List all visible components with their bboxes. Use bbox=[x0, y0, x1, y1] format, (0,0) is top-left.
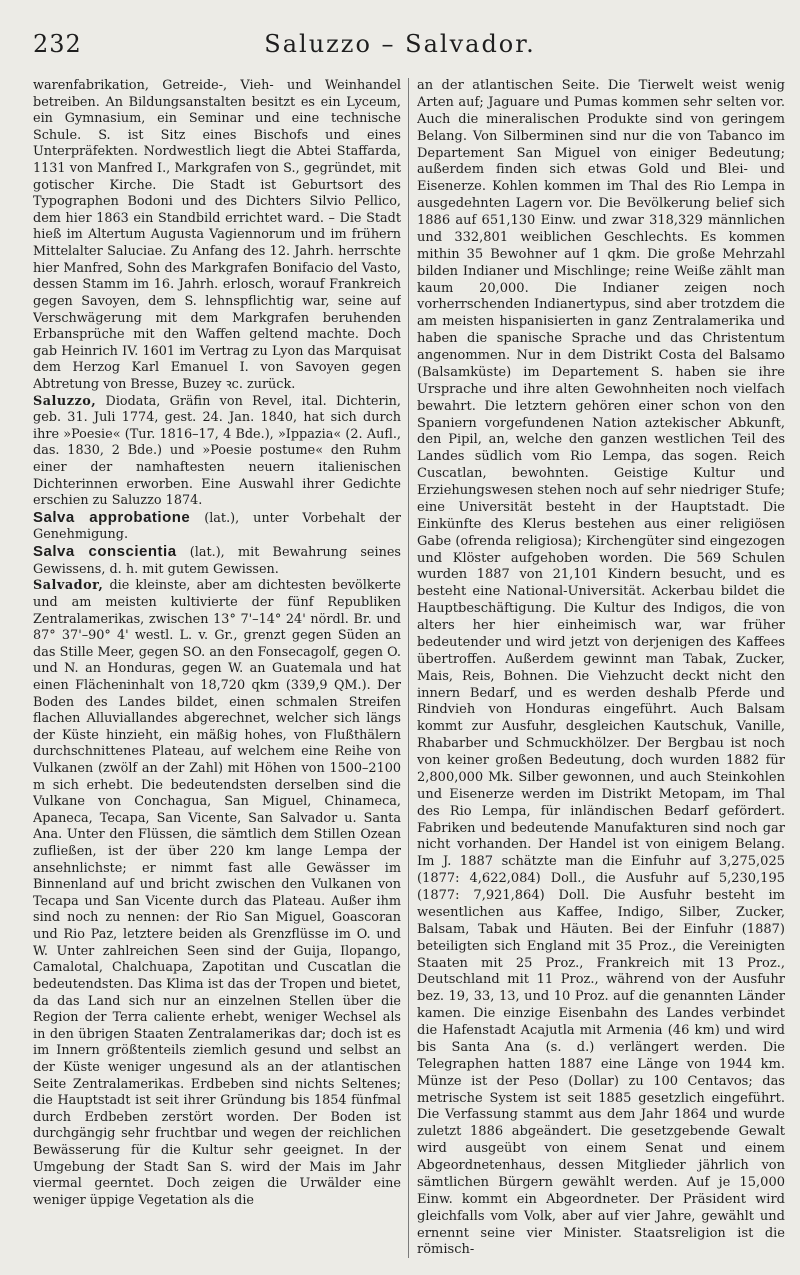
entry-salvador-continued: an der atlantischen Seite. Die Tierwelt weist wenig Arten auf; Jaguare und Pumas kommen sehr selten vor. Auch die mineralischen Produkte sind von geringem Belang. Von Silberminen sind nur die von Tabanco im Departement San Miguel von einiger Bedeutung; außerdem finden sich etwas Gold und Blei- und Eisenerze. Kohlen kommen im Thal des Rio Lempa in ausgedehnten Lagern vor. Die Bevölkerung belief sich 1886 auf 651,130 Einw. und zwar 318,329 männlichen und 332,801 weiblichen Geschlechts. Es kommen mithin 35 Bewohner auf 1 qkm. Die große Mehrzahl bilden Indianer und Mischlinge; reine Weiße zählt man kaum 20,000. Die Indianer zeigen noch vorherrschenden Indianertypus, sind aber trotzdem die am meisten hispanisierten in ganz Zentralamerika und haben die spanische Sprache und das Christentum angenommen. Nur in dem Distrikt Costa del Balsamo (Balsamküste) im Departement S. haben sie ihre Ursprache und ihre alten Gewohnheiten noch vielfach bewahrt. Die letztern gehören einer schon von den Spaniern vorgefundenen Nation aztekischer Abkunft, den Pipil, an, welche den ganzen westlichen Teil des Landes südlich vom Rio Lempa, das sogen. Reich Cuscatlan, bewohnten. Geistige Kultur und Erziehungswesen stehen noch auf sehr niedriger Stufe; eine Universität besteht in der Hauptstadt. Die Einkünfte des Klerus bestehen aus einer religiösen Gabe (ofrenda religiosa); Kirchengüter sind eingezogen und Klöster aufgehoben worden. Die 569 Schulen wurden 1887 von 21,101 Kindern besucht, und es besteht eine National-Universität. Ackerbau bildet die Hauptbeschäftigung. Die Kultur des Indigos, die von alters her hier einheimisch war, war früher bedeutender und wird jetzt von derjenigen des Kaffees übertroffen. Außerdem gewinnt man Tabak, Zucker, Mais, Reis, Bohnen. Die Viehzucht deckt nicht den innern Bedarf, und es werden deshalb Pferde und Rindvieh von Honduras eingeführt. Auch Balsam kommt zur Ausfuhr, desgleichen Kautschuk, Vanille, Rhabarber und Schmuckhölzer. Der Bergbau ist noch von keiner großen Bedeutung, doch wurden 1882 für 2,800,000 Mk. Silber gewonnen, und auch Steinkohlen und Eisenerze werden im Distrikt Metopam, im Thal des Rio Lempa, für inländischen Bedarf gefördert. Fabriken und bedeutende Manufakturen sind noch gar nicht vorhanden. Der Handel ist von einigem Belang. Im J. 1887 schätzte man die Einfuhr auf 3,275,025 (1877: 4,622,084) Doll., die Ausfuhr auf 5,230,195 (1877: 7,921,864) Doll. Die Ausfuhr besteht im wesentlichen aus Kaffee, Indigo, Silber, Zucker, Balsam, Tabak und Häuten. Bei der Einfuhr (1887) beteiligten sich England mit 35 Proz., die Vereinigten Staaten mit 25 Proz., Frankreich mit 13 Proz., Deutschland mit 11 Proz., während von der Ausfuhr bez. 19, 33, 13, und 10 Proz. auf die genannten Länder kamen. Die einzige Eisenbahn des Landes verbindet die Hafenstadt Acajutla mit Armenia (46 km) und wird bis Santa Ana (s. d.) verlängert werden. Die Telegraphen hatten 1887 eine Länge von 1944 km. Münze ist der Peso (Dollar) zu 100 Centavos; das metrische System ist seit 1885 gesetzlich eingeführt. Die Verfassung stammt aus dem Jahr 1864 und wurde zuletzt 1886 abgeändert. Die gesetzgebende Gewalt wird ausgeübt von einem Senat und einem Abgeordnetenhaus, dessen Mitglieder jährlich von sämtlichen Bürgern gewählt werden. Auf je 15,000 Einw. kommt ein Abgeordneter. Der Präsident wird gleichfalls vom Volk, aber auf vier Jahre, gewählt und ernennt seine vier Minister. Staatsreligion ist die römisch- bbox=[417, 78, 785, 1258]
entry-head-saluzzo: Saluzzo, bbox=[33, 393, 97, 409]
entry-text-salva-approbatione: (lat.), unter Vorbehalt der Genehmigung. bbox=[33, 510, 401, 543]
right-column bbox=[417, 78, 785, 1258]
entry-salvador bbox=[33, 578, 401, 1209]
entry-salva-approbatione bbox=[33, 510, 401, 544]
column-divider bbox=[408, 78, 409, 1258]
page-number: 232 bbox=[33, 30, 82, 58]
entry-text-saluzzo: Diodata, Gräfin von Revel, ital. Dichterin, geb. 31. Juli 1774, gest. 24. Jan. 1840, hat sich durch ihre »Poesie« (Tur. 1816–17, 4 Bde.), »Ippazia« (2. Aufl., das. 1830, 2 Bde.) und »Poesie postume« den Ruhm einer der namhaftesten neuern italienischen Dichterinnen erworben. Eine Auswahl ihrer Gedichte erschien zu Saluzzo 1874. bbox=[33, 393, 401, 509]
entry-head-salva-conscientia: Salva conscientia bbox=[33, 543, 177, 561]
entry-salva-conscientia bbox=[33, 544, 401, 578]
entry-saluzzo-poet bbox=[33, 394, 401, 510]
entry-text-salvador: die kleinste, aber am dichtesten bevölkerte und am meisten kultivierte der fünf Republiken Zentralamerikas, zwischen 13° 7'–14° 24' nördl. Br. und 87° 37'–90° 4' westl. L. v. Gr., grenzt gegen Süden an das Stille Meer, gegen SO. an den Fonsecagolf, gegen O. und N. an Honduras, gegen W. an Guatemala und hat einen Flächeninhalt von 18,720 qkm (339,9 QM.). Der Boden des Landes bildet, einen schmalen Streifen flachen Alluviallandes abgerechnet, welcher sich längs der Küste hinzieht, ein mäßig hohes, von Flußthälern durchschnittenes Plateau, auf welchem eine Reihe von Vulkanen (zwölf an der Zahl) mit Höhen von 1500–2100 m sich erhebt. Die bedeutendsten derselben sind die Vulkane von Conchagua, San Miguel, Chinameca, Apaneca, Tecapa, San Vicente, San Salvador u. Santa Ana. Unter den Flüssen, die sämtlich dem Stillen Ozean zufließen, ist der über 220 km lange Lempa der ansehnlichste; er nimmt fast alle Gewässer im Binnenland auf und bricht zwischen den Vulkanen von Tecapa und San Vicente durch das Plateau. Außer ihm sind noch zu nennen: der Rio San Miguel, Goascoran und Rio Paz, letztere beiden als Grenzflüsse im O. und W. Unter zahlreichen Seen sind der Guija, Ilopango, Camalotal, Chalchuapa, Zapotitan und Cuscatlan die bedeutendsten. Das Klima ist das der Tropen und bietet, da das Land sich nur an einzelnen Stellen über die Region der Terra caliente erhebt, weniger Wechsel als in den übrigen Staaten Zentralamerikas dar; doch ist es im Innern größtenteils ziemlich gesund und selbst an der Küste weniger ungesund als an der atlantischen Seite Zentralamerikas. Erdbeben sind nichts Seltenes; die Hauptstadt ist seit ihrer Gründung bis 1854 fünfmal durch Erdbeben zerstört worden. Der Boden ist durchgängig sehr fruchtbar und wegen der reichlichen Bewässerung für die Kultur sehr geeignet. In der Umgebung der Stadt San S. wird der Mais im Jahr viermal geerntet. Doch zeigen die Urwälder eine weniger üppige Vegetation als die bbox=[33, 578, 401, 1208]
entry-head-salvador: Salvador, bbox=[33, 578, 104, 594]
running-title: Saluzzo – Salvador. bbox=[264, 30, 536, 58]
page-header bbox=[33, 30, 767, 66]
entry-text-salva-conscientia: (lat.), mit Bewahrung seines Gewissens, d. h. mit gutem Gewissen. bbox=[33, 545, 401, 577]
left-column bbox=[33, 78, 401, 1258]
entry-saluzzo-town-text: warenfabrikation, Getreide-, Vieh- und Weinhandel betreiben. An Bildungsanstalten besitzt es ein Lyceum, ein Gymnasium, ein Seminar und eine technische Schule. S. ist Sitz eines Bischofs und eines Unterpräfekten. Nordwestlich liegt die Abtei Staffarda, 1131 von Manfred I., Markgrafen von S., gegründet, mit gotischer Kirche. Die Stadt ist Geburtsort des Typographen Bodoni und des Dichters Silvio Pellico, dem hier 1863 ein Standbild errichtet ward. – Die Stadt hieß im Altertum Augusta Vagiennorum und im frühern Mittelalter Saluciae. Zu Anfang des 12. Jahrh. herrschte hier Manfred, Sohn des Markgrafen Bonifacio del Vasto, dessen Stamm im 16. Jahrh. erlosch, worauf Frankreich gegen Savoyen, dem S. lehnspflichtig war, seine auf Verschwägerung mit dem Markgrafen beruhenden Erbansprüche mit den Waffen geltend machte. Doch gab Heinrich IV. 1601 im Vertrag zu Lyon das Marquisat dem Herzog Karl Emanuel I. von Savoyen gegen Abtretung von Bresse, Buzey ꝛc. zurück. bbox=[33, 78, 401, 392]
entry-head-salva-approbatione: Salva approbatione bbox=[33, 508, 191, 526]
